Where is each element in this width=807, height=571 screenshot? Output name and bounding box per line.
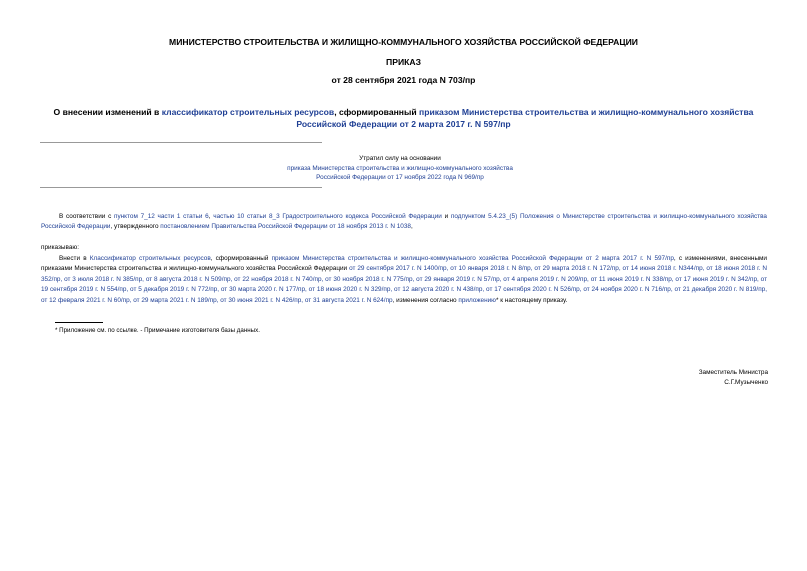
subject-prefix: О внесении изменений в <box>53 107 162 117</box>
divider-bottom <box>40 187 322 188</box>
repeal-line: Утратил силу на основании <box>359 155 441 162</box>
order-verb: приказываю: <box>41 244 79 251</box>
classifier-link-body[interactable]: Классификатор строительных ресурсов <box>89 255 211 262</box>
repeal-notice <box>200 154 600 183</box>
main-paragraph <box>41 254 767 306</box>
ministry-title: МИНИСТЕРСТВО СТРОИТЕЛЬСТВА И ЖИЛИЩНО-КОММУНАЛЬНОГО ХОЗЯЙСТВА РОССИЙСКОЙ ФЕДЕРАЦИИ <box>169 37 638 47</box>
repeal-order-link-date[interactable]: Российской Федерации от 17 ноября 2022 года N 969/пр <box>316 174 484 182</box>
text-fragment: , утвержденного <box>110 223 161 231</box>
text-fragment: , <box>208 213 214 220</box>
order-date: от 28 сентября 2021 года N 703/пр <box>331 75 476 85</box>
repeal-order-link[interactable]: приказа Министерства строительства и жилищно-коммунального хозяйства <box>287 164 513 172</box>
ministry-regulation-link[interactable]: подпунктом 5.4.23_(5) Положения о Министерстве строительства и жилищно-коммунального хозяйства Российской Федерации <box>41 213 767 231</box>
signature-block <box>560 368 768 389</box>
footnote-divider <box>55 322 103 323</box>
preamble-paragraph <box>41 212 767 233</box>
classifier-link[interactable]: классификатор строительных ресурсов <box>161 107 335 117</box>
divider-top <box>40 142 322 143</box>
text-fragment: * к настоящему приказу. <box>495 296 568 304</box>
gradcode-article6-link[interactable]: пунктом 7_12 части 1 статьи 6 <box>114 213 209 220</box>
signatory-title: Заместитель Министра <box>698 369 768 376</box>
subject-middle: , сформированный <box>334 107 420 117</box>
footnote: * Приложение см. по ссылке. - Примечание изготовителя базы данных. <box>55 327 260 334</box>
signatory-name: С.Г.Музыченко <box>724 379 768 387</box>
text-fragment: , с изменениями, внесенными приказами Министерства строительства и жилищно-коммунального хозяйства Российской Федерации <box>41 255 768 273</box>
appendix-link[interactable]: приложению <box>458 296 496 304</box>
text-fragment: , <box>410 223 413 231</box>
order-597-link[interactable]: приказом Министерства строительства и жилищно-коммунального хозяйства Российской Федерации от 2 марта 2017 г. N 597/пр <box>296 107 754 129</box>
text-fragment: В соответствии с <box>59 213 114 220</box>
order-subject <box>30 107 777 130</box>
text-fragment: Внести в <box>59 255 90 262</box>
text-fragment: , изменения согласно <box>392 296 459 304</box>
amending-orders-links[interactable]: от 29 сентября 2017 г. N 1400/пр, от 10 января 2018 г. N 8/пр, от 29 марта 2018 г. N 172/пр, от 14 июня 2018 г. N344/пр, от 18 июня 2018 г. N 352/пр, от 3 июля 2018 г. N 385/пр, от 8 августа 2018 г. N 509/пр, от 22 ноября 2018 г. N 740/пр, от 30 ноября 2018 г. N 775/пр, от 29 января 2019 г. N 57/пр, от 4 апреля 2019 г. N 209/пр, от 11 июня 2019 г. N 338/пр, от 17 июня 2019 г. N 342/пр, от 19 сентября 2019 г. N 554/пр, от 5 декабря 2019 г. N 772/пр, от 30 марта 2020 г. N 177/пр, от 18 июня 2020 г. N 329/пр, от 12 августа 2020 г. N 438/пр, от 17 сентября 2020 г. N 526/пр, от 24 ноября 2020 г. N 716/пр, от 21 декабря 2020 г. N 819/пр, от 12 февраля 2021 г. N 60/пр, от 29 марта 2021 г. N 189/пр, от 30 июня 2021 г. N 426/пр, от 31 августа 2021 г. N 624/пр <box>41 265 767 304</box>
government-resolution-link[interactable]: постановлением Правительства Российской Федерации от 18 ноября 2013 г. N 1038 <box>160 223 411 231</box>
order-label: ПРИКАЗ <box>386 57 421 67</box>
order-597-link-body[interactable]: приказом Министерства строительства и жилищно-коммунального хозяйства Российской Федерации от 2 марта 2017 г. N 597/пр <box>271 255 674 262</box>
text-fragment: , сформированный <box>210 255 272 262</box>
text-fragment: и <box>441 213 451 220</box>
gradcode-article8-link[interactable]: частью 10 статьи 8_3 Градостроительного кодекса Российской Федерации <box>213 213 442 220</box>
